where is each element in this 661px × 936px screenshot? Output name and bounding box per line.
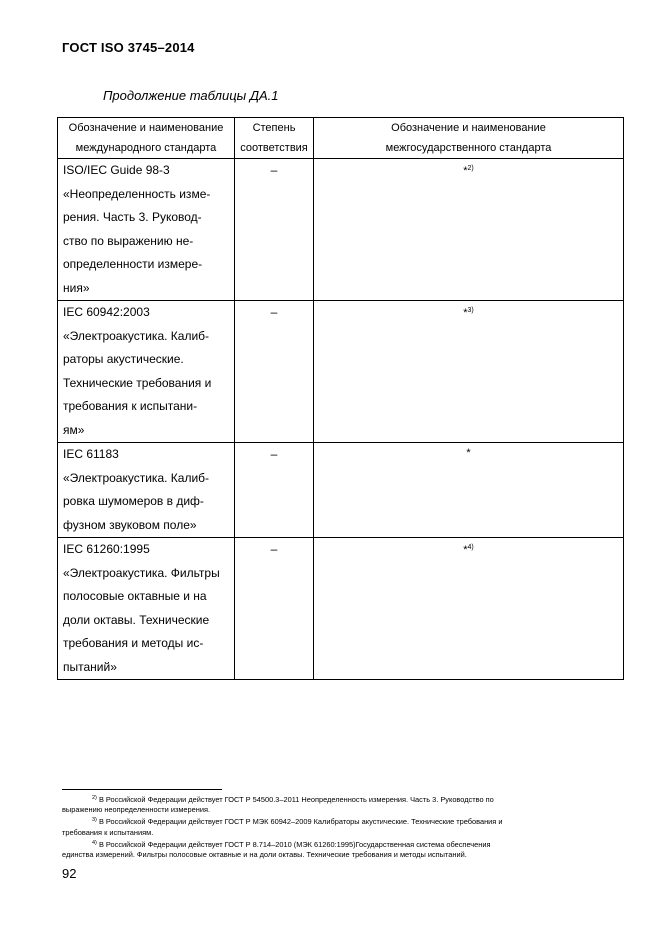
intl-standard-line: Технические требования и <box>63 375 212 390</box>
interstate-standard-cell <box>314 443 624 538</box>
table-row <box>58 538 624 680</box>
footnote-line: В Российской Федерации действует ГОСТ Р МЭК 60942–2009 Калибраторы акустические. Технические требования и <box>98 817 503 827</box>
intl-standard-line: раторы акустические. <box>63 352 184 366</box>
intl-standard-line: «Электроакустика. Калиб- <box>63 470 210 485</box>
page-number: 92 <box>62 866 77 881</box>
footnote-number: 3) <box>92 817 97 824</box>
standards-table <box>57 117 624 680</box>
intl-standard-line: IEC 61183 <box>63 447 119 461</box>
footnote-ref: 3) <box>467 307 474 314</box>
footnote-line: В Российской Федерации действует ГОСТ Р 8.714–2010 (МЭК 61260:1995)Государственная система обеспечения <box>98 839 491 849</box>
intl-standard-line: «Неопределенность изме- <box>63 186 211 201</box>
intl-standard-line: требования к испытани- <box>63 399 198 413</box>
intl-standard-line: ровка шумомеров в диф- <box>63 494 204 508</box>
intl-standard-line: IEC 60942:2003 <box>63 305 150 319</box>
footnote-ref: 4) <box>467 544 474 551</box>
intl-standard-line: ния» <box>63 280 90 295</box>
footnote-separator <box>62 789 222 790</box>
intl-standard-line: «Электроакустика. Фильтры <box>63 565 220 580</box>
footnote-line: выражению неопределенности измерения. <box>62 805 211 815</box>
intl-standard-line: «Электроакустика. Калиб- <box>63 328 210 343</box>
degree-cell: – <box>235 443 314 538</box>
table-row <box>58 159 624 301</box>
intl-standard-cell <box>58 443 235 538</box>
footnote-text <box>62 838 599 850</box>
intl-standard-cell <box>58 301 235 443</box>
degree-cell: – <box>235 538 314 680</box>
interstate-standard-cell <box>314 159 624 301</box>
footnote-text <box>62 815 599 827</box>
table-header-row <box>58 118 624 159</box>
asterisk-mark: * <box>463 544 468 556</box>
footnote-line: единства измерений. Фильтры полосовые октавные и на доли октавы. Технические требования и методы испытаний. <box>62 850 467 860</box>
document-code: ГОСТ ISO 3745–2014 <box>62 40 195 55</box>
intl-standard-line: IEC 61260:1995 <box>63 542 150 556</box>
intl-standard-line: полосовые октавные и на <box>63 589 207 603</box>
degree-cell: – <box>235 301 314 443</box>
intl-standard-line: рения. Часть 3. Руковод- <box>63 210 202 224</box>
intl-standard-cell <box>58 159 235 301</box>
footnote-number: 2) <box>92 795 97 801</box>
interstate-standard-cell <box>314 538 624 680</box>
asterisk-mark: * <box>463 165 468 177</box>
asterisk-mark: * <box>463 307 468 319</box>
intl-standard-line: требования и методы ис- <box>63 636 204 650</box>
intl-standard-line: ISO/IEC Guide 98-3 <box>63 163 170 177</box>
intl-standard-line: ство по выражению не- <box>63 233 194 248</box>
degree-cell: – <box>235 159 314 301</box>
asterisk-mark: * <box>466 447 471 459</box>
intl-standard-line: ям» <box>63 422 85 437</box>
table-row <box>58 443 624 538</box>
table-row <box>58 301 624 443</box>
footnote-ref: 2) <box>467 165 474 172</box>
interstate-standard-cell <box>314 301 624 443</box>
intl-standard-line: определенности измере- <box>63 257 203 271</box>
intl-standard-line: доли октавы. Технические <box>63 612 210 627</box>
footnote-number: 4) <box>92 839 97 846</box>
footnote-line: требования к испытаниям. <box>62 827 154 837</box>
intl-standard-cell <box>58 538 235 680</box>
intl-standard-line: пытаний» <box>63 659 117 674</box>
table-caption: Продолжение таблицы ДА.1 <box>103 88 279 103</box>
footnote-line: В Российской Федерации действует ГОСТ Р 54500.3–2011 Неопределенность измерения. Часть 3. Руководство по <box>98 795 494 804</box>
header-degree: Степень соответствия <box>235 118 314 159</box>
footnote-text <box>62 793 599 805</box>
header-intl-standard: Обозначение и наименование международного стандарта <box>58 118 235 159</box>
footnotes <box>62 793 599 860</box>
table-body <box>58 159 624 680</box>
header-interstate-standard: Обозначение и наименование межгосударственного стандарта <box>314 118 624 159</box>
intl-standard-line: фузном звуковом поле» <box>63 517 197 532</box>
